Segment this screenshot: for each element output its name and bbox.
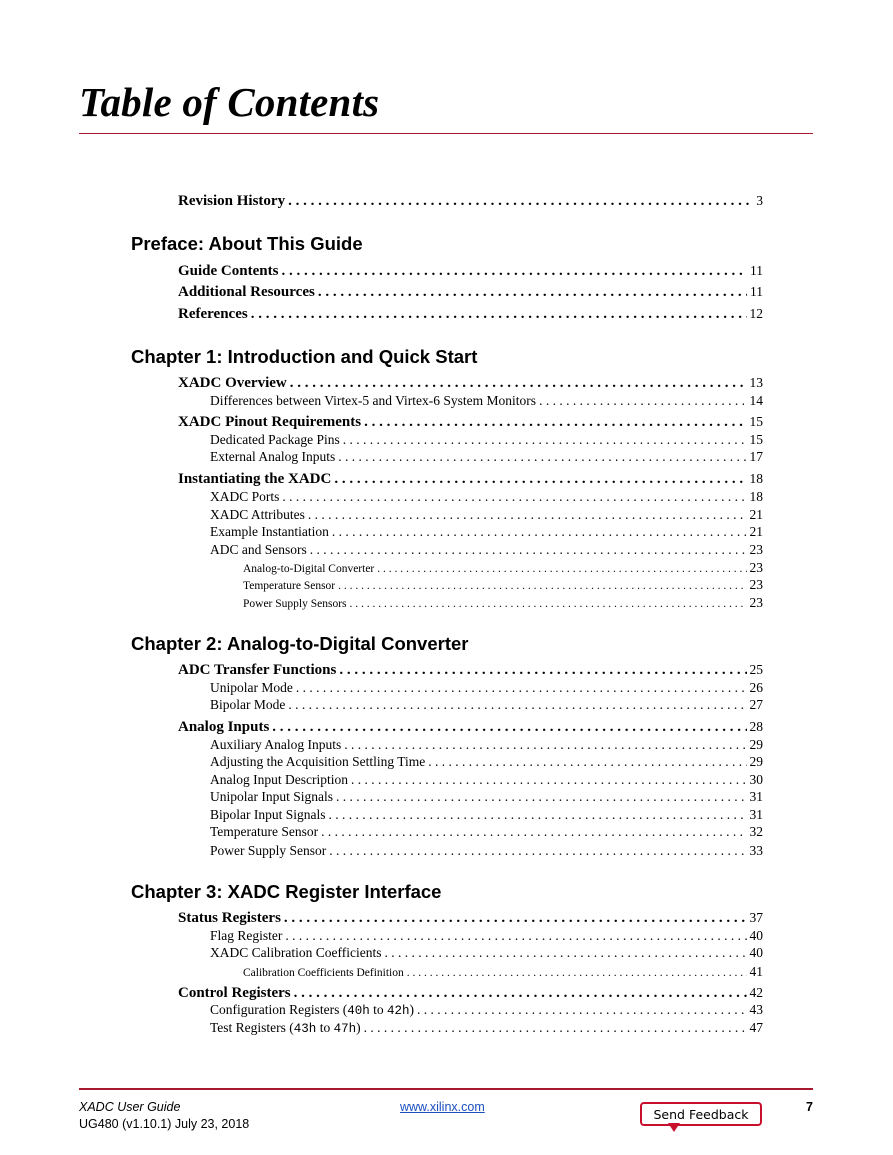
- toc-page-number: 11: [750, 284, 763, 299]
- toc-page-number: 17: [749, 449, 763, 464]
- toc-entry[interactable]: [210, 823, 763, 841]
- toc-entry-title: Power Supply Sensors: [243, 598, 347, 610]
- toc-page-number: 28: [749, 719, 763, 734]
- dot-leader: [294, 984, 747, 1002]
- toc-page-number: 21: [749, 524, 763, 539]
- toc-entry-title: [210, 1001, 414, 1020]
- toc-page-number: 42: [749, 985, 763, 1000]
- toc-entry-title-part: Configuration Registers (: [210, 1002, 348, 1017]
- toc-entry-title: Differences between Virtex-5 and Virtex-6 System Monitors: [210, 393, 537, 408]
- toc-entry[interactable]: [210, 523, 763, 541]
- dot-leader: [296, 679, 747, 697]
- dot-leader: [321, 823, 746, 841]
- toc-entry-title: Dedicated Package Pins: [210, 432, 340, 447]
- toc-section-heading[interactable]: Preface: About This Guide: [131, 233, 363, 254]
- toc-page-number: 31: [749, 807, 763, 822]
- toc-page-number: 25: [749, 662, 763, 677]
- toc-page-number: 14: [749, 393, 763, 408]
- dot-leader: [288, 192, 753, 210]
- toc-entry-title: Instantiating the XADC: [178, 471, 332, 487]
- toc-entry-title: Adjusting the Acquisition Settling Time: [210, 754, 426, 769]
- toc-entry-title: Analog-to-Digital Converter: [243, 563, 375, 575]
- dot-leader: [282, 488, 746, 506]
- toc-entry-title: XADC Calibration Coefficients: [210, 945, 382, 960]
- toc-entry-title: Analog Inputs: [178, 719, 270, 735]
- dot-leader: [343, 431, 747, 449]
- toc-entry-title: External Analog Inputs: [210, 449, 336, 464]
- toc-entry[interactable]: [243, 963, 763, 981]
- dot-leader: [539, 392, 746, 410]
- dot-leader: [272, 718, 746, 736]
- dot-leader: [290, 374, 747, 392]
- dot-leader: [364, 1019, 747, 1037]
- toc-entry-title: Flag Register: [210, 928, 283, 943]
- toc-page-number: 26: [749, 680, 763, 695]
- register-address: 40h: [347, 1004, 370, 1018]
- toc-entry[interactable]: [210, 771, 763, 789]
- toc-page-number: 29: [749, 737, 763, 752]
- send-feedback-label: Send Feedback: [653, 1106, 749, 1122]
- toc-entry-title: ADC Transfer Functions: [178, 662, 337, 678]
- toc-entry-title: XADC Pinout Requirements: [178, 414, 362, 430]
- toc-entry[interactable]: [210, 448, 763, 466]
- footer-doc-version: UG480 (v1.10.1) July 23, 2018: [79, 1117, 250, 1131]
- toc-entry[interactable]: [210, 506, 763, 524]
- toc-entry-title: Power Supply Sensor: [210, 843, 327, 858]
- toc-page-number: 40: [749, 928, 763, 943]
- toc-entry-title: Temperature Sensor: [243, 580, 336, 592]
- toc-section-heading[interactable]: Chapter 1: Introduction and Quick Start: [131, 346, 478, 367]
- toc-entry[interactable]: [178, 283, 763, 301]
- toc-entry[interactable]: [210, 431, 763, 449]
- toc-entry[interactable]: [210, 679, 763, 697]
- dot-leader: [329, 806, 747, 824]
- dot-leader: [339, 661, 746, 679]
- toc-entry[interactable]: [243, 594, 763, 612]
- toc-page-number: 41: [749, 964, 763, 979]
- dot-leader: [350, 595, 747, 613]
- speech-bubble-tail-icon: [668, 1123, 680, 1132]
- toc-entry-title: Bipolar Input Signals: [210, 807, 326, 822]
- toc-page-number: 27: [749, 697, 763, 712]
- toc-page-number: 23: [749, 577, 763, 592]
- dot-leader: [334, 470, 746, 488]
- toc-entry[interactable]: [178, 413, 763, 431]
- dot-leader: [281, 262, 747, 280]
- dot-leader: [310, 541, 747, 559]
- toc-page-number: 11: [750, 263, 763, 278]
- toc-entry-title-part: ): [356, 1020, 361, 1035]
- toc-entry[interactable]: [178, 374, 763, 392]
- dot-leader: [285, 927, 746, 945]
- toc-entry-title: Calibration Coefficients Definition: [243, 967, 404, 979]
- toc-page-number: 31: [749, 789, 763, 804]
- toc-entry[interactable]: [210, 842, 763, 860]
- toc-entry-title: Status Registers: [178, 910, 281, 926]
- dot-leader: [428, 753, 746, 771]
- toc-entry[interactable]: [210, 788, 763, 806]
- toc-entry[interactable]: [178, 305, 763, 323]
- toc-page-number: 33: [749, 843, 763, 858]
- toc-entry-title-part: to: [316, 1020, 334, 1035]
- toc-page-number: 3: [756, 193, 763, 208]
- toc-entry[interactable]: [178, 262, 763, 280]
- dot-leader: [329, 842, 746, 860]
- toc-page-number: 30: [749, 772, 763, 787]
- toc-entry[interactable]: [210, 488, 763, 506]
- dot-leader: [384, 944, 746, 962]
- toc-entry-title: Guide Contents: [178, 263, 279, 279]
- toc-entry[interactable]: [178, 984, 763, 1002]
- toc-entry-title-part: Test Registers (: [210, 1020, 294, 1035]
- toc-page-number: 21: [749, 507, 763, 522]
- toc-page-number: 47: [749, 1020, 763, 1035]
- toc-entry-title-part: to: [369, 1002, 388, 1017]
- dot-leader: [364, 413, 746, 431]
- toc-entry[interactable]: [210, 392, 763, 410]
- toc-entry-title: XADC Attributes: [210, 507, 305, 522]
- toc-page-number: 18: [749, 489, 763, 504]
- toc-entry-title: Control Registers: [178, 985, 291, 1001]
- toc-page-number: 12: [749, 306, 763, 321]
- toc-page-number: 37: [749, 910, 763, 925]
- toc-entry[interactable]: [210, 541, 763, 559]
- dot-leader: [251, 305, 747, 323]
- toc-entry[interactable]: [243, 576, 763, 594]
- toc-page-number: 29: [749, 754, 763, 769]
- toc-entry[interactable]: [210, 944, 763, 962]
- toc-entry-title: Analog Input Description: [210, 772, 348, 787]
- toc-entry[interactable]: [210, 806, 763, 824]
- dot-leader: [417, 1001, 746, 1019]
- toc-entry[interactable]: [178, 909, 763, 927]
- register-address: 42h: [387, 1004, 410, 1018]
- toc-entry[interactable]: [178, 470, 763, 488]
- toc-page-number: 40: [749, 945, 763, 960]
- toc-entry-title: Bipolar Mode: [210, 697, 286, 712]
- toc-page-number: 15: [749, 432, 763, 447]
- footer-rule: [79, 1088, 813, 1090]
- dot-leader: [407, 964, 747, 982]
- toc-entry-title-part: ): [409, 1002, 415, 1017]
- toc-section-heading[interactable]: Chapter 3: XADC Register Interface: [131, 881, 442, 902]
- toc-entry[interactable]: [210, 927, 763, 945]
- toc-entry[interactable]: [210, 696, 763, 714]
- toc-section-heading[interactable]: Chapter 2: Analog-to-Digital Converter: [131, 633, 469, 654]
- toc-entry[interactable]: [178, 661, 763, 679]
- toc-entry-title: Revision History: [178, 193, 286, 209]
- toc-entry-title: XADC Ports: [210, 489, 280, 504]
- toc-entry-title: Auxiliary Analog Inputs: [210, 737, 342, 752]
- footer-doc-name: XADC User Guide: [79, 1100, 181, 1114]
- toc-entry-title: Example Instantiation: [210, 524, 329, 539]
- dot-leader: [318, 283, 747, 301]
- dot-leader: [288, 696, 746, 714]
- dot-leader: [351, 771, 747, 789]
- dot-leader: [332, 523, 747, 541]
- toc-page-number: 13: [749, 375, 763, 390]
- toc-entry-title: Temperature Sensor: [210, 824, 319, 839]
- toc-entry[interactable]: [210, 736, 763, 754]
- dot-leader: [338, 448, 746, 466]
- toc-entry[interactable]: [178, 718, 763, 736]
- toc-page-number: 18: [749, 471, 763, 486]
- register-address: 43h: [293, 1022, 317, 1036]
- toc-page-number: 32: [749, 824, 763, 839]
- toc-entry-title: Unipolar Mode: [210, 680, 293, 695]
- footer-website-link[interactable]: www.xilinx.com: [400, 1100, 485, 1114]
- send-feedback-button[interactable]: [640, 1102, 762, 1126]
- toc-page-number: 23: [749, 560, 763, 575]
- toc-entry[interactable]: [210, 753, 763, 771]
- toc-entry-title: References: [178, 306, 248, 322]
- dot-leader: [344, 736, 746, 754]
- toc-page-number: 23: [749, 595, 763, 610]
- dot-leader: [284, 909, 747, 927]
- toc-entry-title: Additional Resources: [178, 284, 315, 300]
- dot-leader: [336, 788, 747, 806]
- toc-entry-title: XADC Overview: [178, 375, 287, 391]
- toc-entry-title: [210, 1019, 361, 1038]
- register-address: 47h: [333, 1022, 357, 1036]
- toc-page-number: 43: [749, 1002, 763, 1017]
- page-number: 7: [806, 1100, 813, 1114]
- dot-leader: [308, 506, 747, 524]
- toc-entry[interactable]: [210, 1019, 763, 1037]
- toc-entry-title: Unipolar Input Signals: [210, 789, 333, 804]
- toc-entry[interactable]: [243, 559, 763, 577]
- toc-entry-title: ADC and Sensors: [210, 542, 307, 557]
- page-title: Table of Contents: [79, 79, 380, 125]
- toc-page-number: 23: [749, 542, 763, 557]
- toc-page-number: 15: [749, 414, 763, 429]
- toc-entry[interactable]: [210, 1001, 763, 1019]
- dot-leader: [338, 577, 746, 595]
- toc-entry[interactable]: [178, 192, 763, 210]
